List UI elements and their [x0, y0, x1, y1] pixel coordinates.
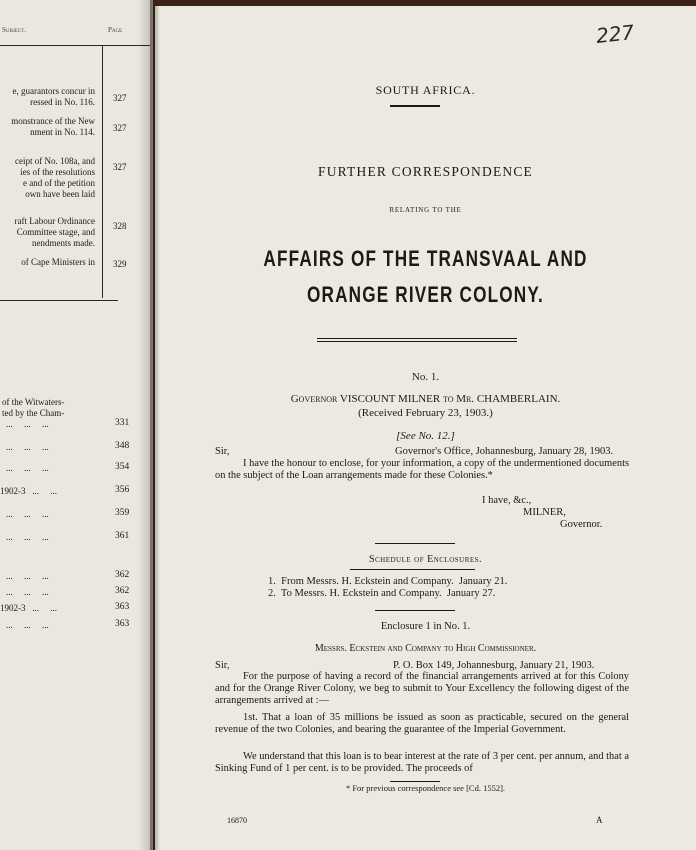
contents-entry: e, guarantors concur in ressed in No. 116. — [12, 86, 95, 107]
divider — [375, 543, 455, 544]
enclosure-paragraph: We understand that this loan is to bear interest at the rate of 3 per cent. per annum, and that a Sinking Fund of 1 per cent. is to be provided. The proceeds of — [215, 751, 629, 774]
enclosure-heading: Enclosure 1 in No. 1. — [380, 621, 471, 632]
title-line-2: ORANGE RIVER COLONY. — [307, 282, 544, 307]
print-number: 16870 — [227, 816, 247, 825]
footnote: * For previous correspondence see [Cd. 1552]. — [345, 783, 506, 793]
contents-dots: ... ... ... — [6, 532, 49, 542]
contents-dots: ... ... ... — [6, 587, 49, 597]
enclosure-paragraph: For the purpose of having a record of the financial arrangements arrived at for this Colony and for the Orange River Colony, we beg to submit to Your Excellency the following digest of the arrangements arrived at :— — [215, 671, 629, 706]
contents-entry: raft Labour Ordinance Committee stage, and nendments made. — [14, 216, 95, 248]
page-column-header: Page — [108, 26, 123, 34]
contents-page: 363 — [115, 602, 130, 612]
contents-dots: ... ... ... — [6, 442, 49, 452]
left-page — [0, 0, 153, 850]
enclosure-address: P. O. Box 149, Johannesburg, January 21, 1903. — [393, 660, 595, 671]
section-rule — [0, 300, 118, 301]
contents-dots: 1902-3 ... ... — [0, 486, 57, 496]
divider — [317, 341, 517, 342]
signature-mark: A — [596, 815, 603, 825]
schedule-heading: Schedule of Enclosures. — [368, 554, 483, 565]
region-heading: SOUTH AFRICA. — [375, 83, 476, 97]
contents-page: 362 — [115, 586, 130, 596]
divider — [350, 569, 475, 570]
contents-dots: ... ... ... — [6, 620, 49, 630]
contents-dots: ... ... ... — [6, 509, 49, 519]
divider — [317, 338, 517, 339]
contents-page: 327 — [113, 93, 127, 103]
further-heading: FURTHER CORRESPONDENCE — [318, 164, 533, 179]
contents-dots: ... ... ... — [6, 463, 49, 473]
contents-dots: ... ... ... — [6, 571, 49, 581]
schedule-item: 1. From Messrs. H. Eckstein and Company. January 21. — [268, 576, 508, 587]
divider — [390, 105, 440, 107]
closing: I have, &c., — [482, 495, 532, 506]
header-rule — [0, 45, 150, 46]
contents-page: 327 — [113, 123, 127, 133]
book-gutter — [150, 0, 160, 850]
contents-entry: of Cape Ministers in — [21, 257, 95, 267]
signature: MILNER, — [523, 507, 566, 518]
contents-dots: ... ... ... — [6, 419, 49, 429]
relating-heading: RELATING TO THE — [389, 206, 462, 214]
contents-dots: 1902-3 ... ... — [0, 603, 57, 613]
contents-text: ted by the Cham- — [2, 408, 65, 418]
contents-entry: monstrance of the New nment in No. 114. — [11, 116, 95, 137]
contents-page: 329 — [113, 259, 127, 269]
salutation: Sir, — [215, 446, 230, 457]
contents-page: 356 — [115, 485, 130, 495]
column-divider — [102, 45, 103, 298]
contents-page: 359 — [115, 508, 130, 518]
letter-number: No. 1. — [411, 371, 440, 383]
contents-page: 354 — [115, 462, 130, 472]
contents-entry: ceipt of No. 108a, and ies of the resolutions e and of the petition own have been laid — [15, 156, 95, 199]
letter-from-to: Governor VISCOUNT MILNER to Mr. CHAMBERLAIN. — [290, 393, 561, 405]
contents-page: 362 — [115, 570, 130, 580]
subject-column-header: Subject. — [2, 26, 26, 34]
document-page — [155, 6, 696, 850]
footnote-rule — [390, 781, 440, 782]
title-line-1: AFFAIRS OF THE TRANSVAAL AND — [263, 246, 588, 271]
see-reference: [See No. 12.] — [396, 430, 455, 442]
office-address: Governor's Office, Johannesburg, January 28, 1903. — [395, 446, 614, 457]
contents-page: 361 — [115, 531, 130, 541]
signature-title: Governor. — [560, 519, 603, 530]
enclosure-from-to: Messrs. Eckstein and Company to High Commissioner. — [314, 643, 537, 654]
schedule-item: 2. To Messrs. H. Eckstein and Company. January 27. — [268, 588, 496, 599]
contents-page: 363 — [115, 619, 130, 629]
contents-page: 331 — [115, 418, 130, 428]
received-date: (Received February 23, 1903.) — [358, 407, 493, 419]
handwritten-page-number: 227 — [594, 20, 636, 48]
divider — [375, 610, 455, 611]
contents-text: of the Witwaters- — [2, 397, 65, 407]
letter-body: I have the honour to enclose, for your information, a copy of the undermentioned documents on the subject of the Loan arrangements made for these Colonies.* — [215, 458, 629, 481]
contents-page: 328 — [113, 221, 127, 231]
enclosure-salutation: Sir, — [215, 660, 230, 671]
contents-page: 348 — [115, 441, 130, 451]
contents-page: 327 — [113, 162, 127, 172]
enclosure-paragraph: 1st. That a loan of 35 millions be issued as soon as practicable, secured on the general revenue of the two Colonies, and bearing the guarantee of the Imperial Government. — [215, 712, 629, 735]
